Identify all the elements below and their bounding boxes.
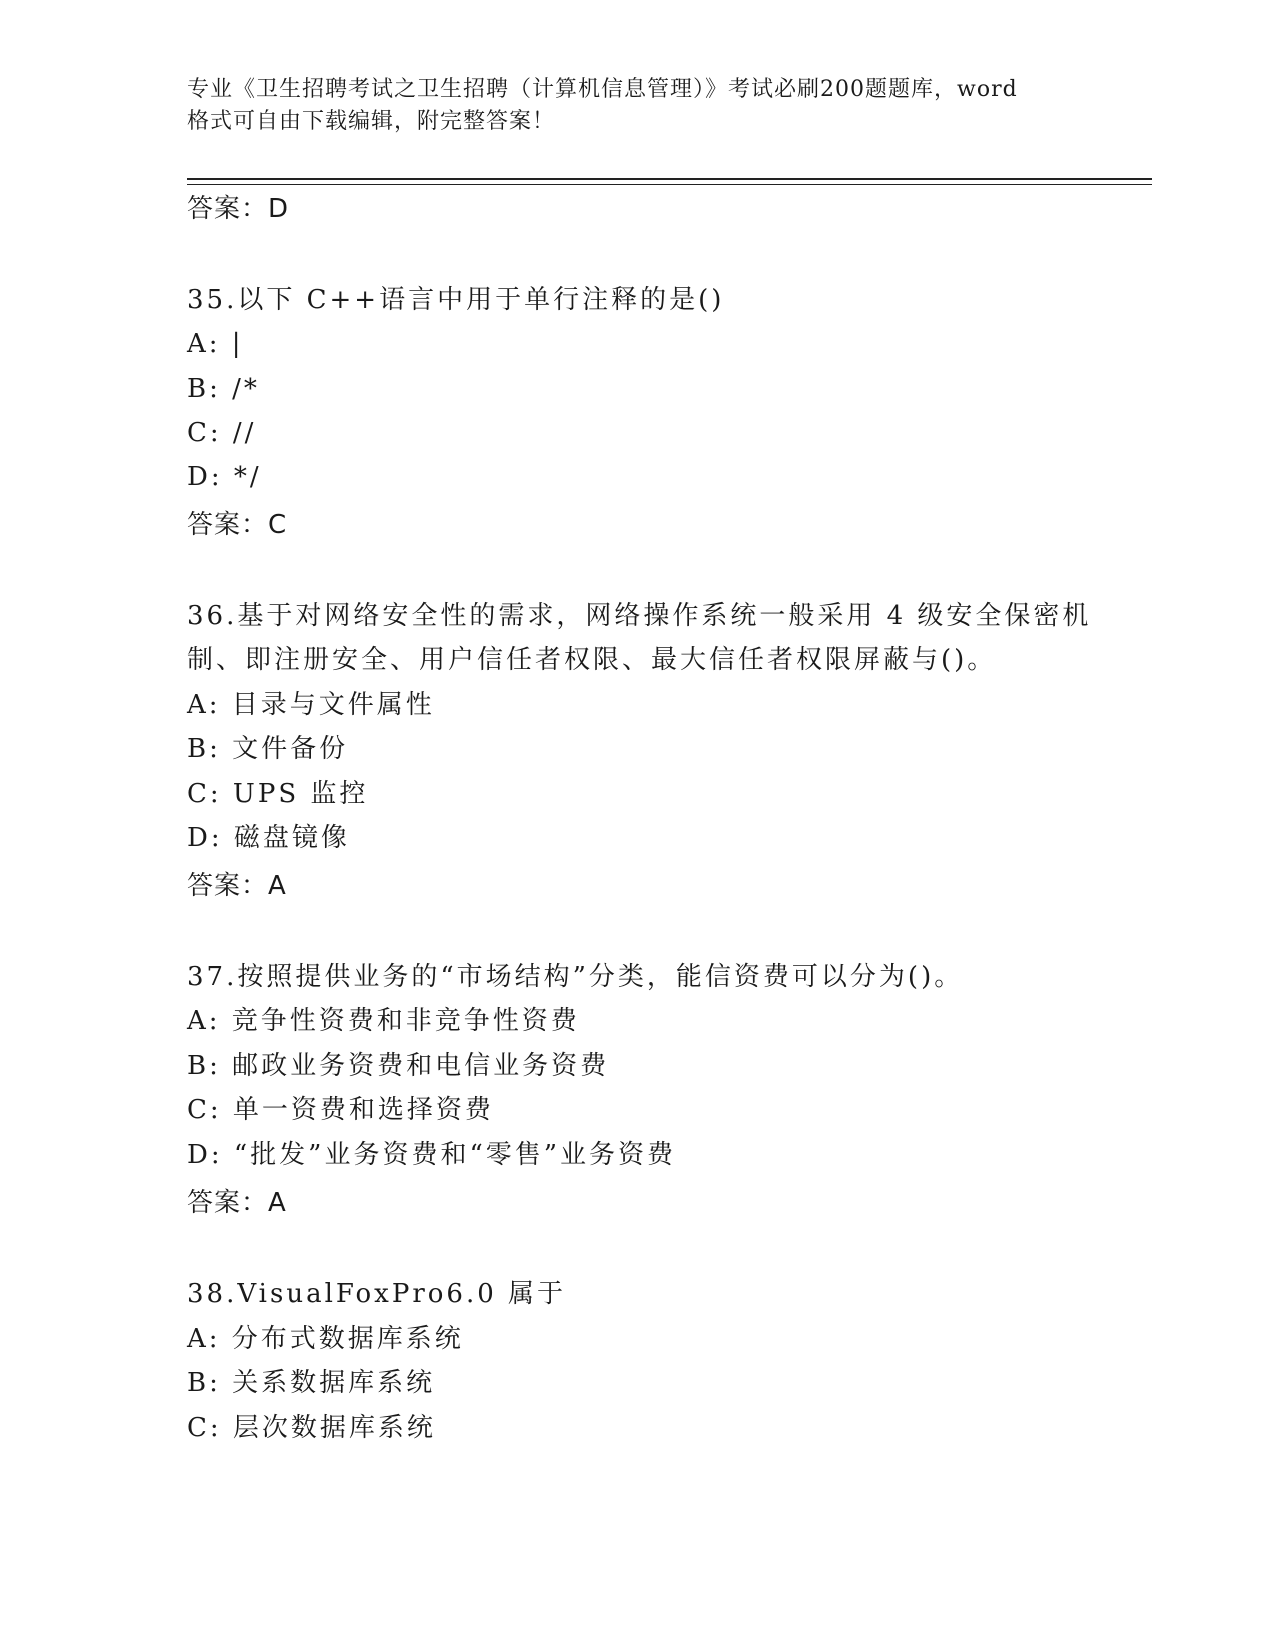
question-36-option-a: A: 目录与文件属性 [187,690,435,720]
question-35-answer: 答案：C [187,510,288,540]
question-35-option-c: C: // [187,418,257,448]
question-36-stem-line-1: 36.基于对网络安全性的需求，网络操作系统一般采用 4 级安全保密机 [187,601,1092,631]
question-37-stem: 37.按照提供业务的“市场结构”分类，能信资费可以分为()。 [187,962,964,992]
answer-prev: 答案：D [187,194,290,224]
header-divider-thin [187,184,1152,185]
question-38-option-c: C: 层次数据库系统 [187,1413,436,1443]
question-35-option-b: B: /* [187,374,260,404]
question-36-option-b: B: 文件备份 [187,734,349,764]
question-35-option-d: D: */ [187,462,262,492]
question-37-answer: 答案：A [187,1188,287,1218]
question-36-stem-line-2: 制、即注册安全、用户信任者权限、最大信任者权限屏蔽与()。 [187,645,997,675]
question-37-option-a: A: 竞争性资费和非竞争性资费 [187,1006,580,1036]
question-36-option-c: C: UPS 监控 [187,779,369,809]
document-header [187,74,1087,138]
question-36-option-d: D: 磁盘镜像 [187,823,350,853]
question-37-option-d: D: “批发”业务资费和“零售”业务资费 [187,1140,677,1170]
header-line-1: 专业《卫生招聘考试之卫生招聘（计算机信息管理）》考试必刷200题题库，word [187,77,1018,102]
question-38-option-b: B: 关系数据库系统 [187,1368,436,1398]
question-35-stem: 35.以下 C++语言中用于单行注释的是() [187,285,725,315]
question-36-answer: 答案：A [187,871,287,901]
header-line-2: 格式可自由下载编辑，附完整答案！ [187,109,556,134]
header-divider-thick [187,178,1152,180]
question-38-option-a: A: 分布式数据库系统 [187,1324,464,1354]
question-35-option-a: A: | [187,329,244,359]
question-37-option-c: C: 单一资费和选择资费 [187,1095,494,1125]
question-38-stem: 38.VisualFoxPro6.0 属于 [187,1279,567,1309]
question-37-option-b: B: 邮政业务资费和电信业务资费 [187,1051,610,1081]
